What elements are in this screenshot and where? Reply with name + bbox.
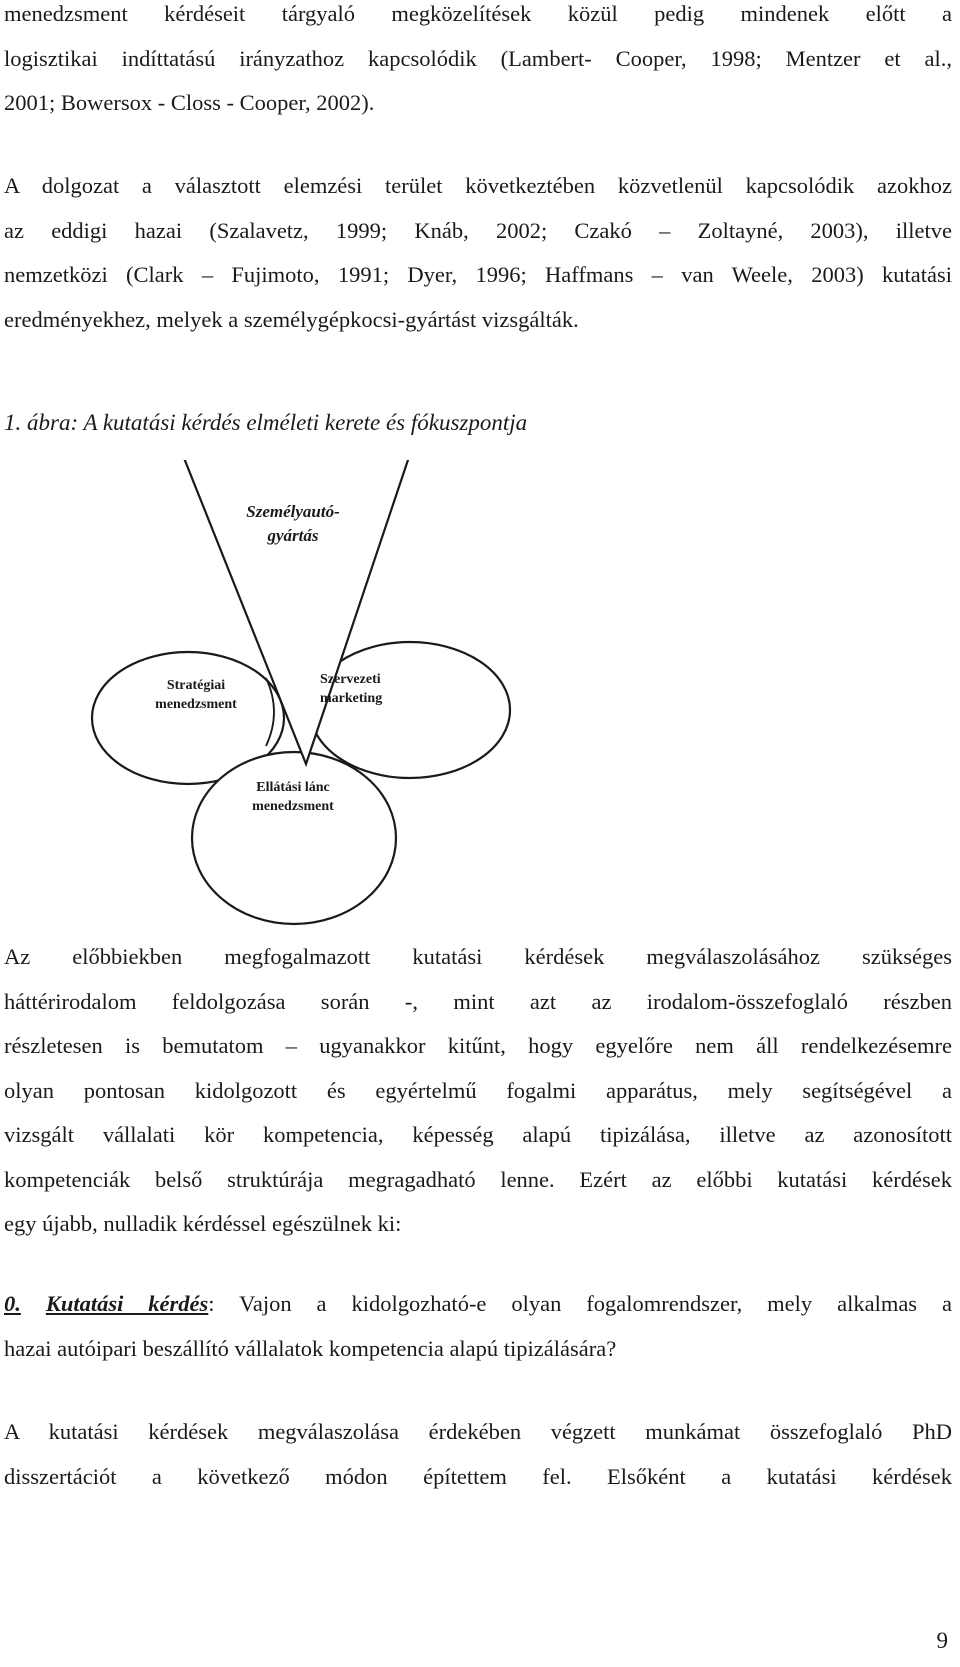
text-line: A kutatási kérdések megválaszolása érdekében végzett munkámat összefoglaló PhD: [4, 1419, 952, 1444]
research-question-line: hazai autóipari beszállító vállalatok kompetencia alapú tipizálására?: [4, 1335, 617, 1361]
text-line: Az előbbiekben megfogalmazott kutatási kérdések megválaszolásához szükséges: [4, 944, 952, 969]
right-ellipse-label: [320, 670, 420, 708]
second-paragraph: [4, 164, 952, 342]
third-paragraph: [4, 935, 952, 1247]
text-line: háttérirodalom feldolgozása során -, mint azt az irodalom-összefoglaló részben: [4, 988, 952, 1014]
question-title: Kutatási kérdés: [45, 1291, 209, 1316]
text-line: olyan pontosan kidolgozott és egyértelmű fogalmi apparátus, mely segítségével a: [4, 1077, 952, 1103]
text-line: egy újabb, nulladik kérdéssel egészülnek ki:: [4, 1211, 402, 1236]
bottom-circle-label-line: Ellátási lánc: [256, 780, 330, 795]
text-line: 2001; Bowersox - Closs - Cooper, 2002).: [4, 90, 375, 115]
left-ellipse-label: [146, 676, 246, 714]
bottom-circle-label-line: menedzsment: [252, 799, 334, 814]
text-line: kompetenciák belső struktúrája megragadható lenne. Ezért az előbbi kutatási kérdések: [4, 1166, 952, 1192]
research-question-line: [4, 1282, 952, 1327]
question-text: : Vajon a kidolgozható-e olyan fogalomrendszer, mely alkalmas a: [208, 1291, 952, 1316]
diagram-svg: [0, 460, 960, 930]
bottom-circle-label: [238, 778, 348, 816]
intro-paragraph: [4, 0, 952, 126]
text-line: részletesen is bemutatom – ugyanakkor kitűnt, hogy egyelőre nem áll rendelkezésemre: [4, 1033, 952, 1058]
text-line: logisztikai indíttatású irányzathoz kapcsolódik (Lambert- Cooper, 1998; Mentzer et al.,: [4, 45, 952, 71]
figure-caption: 1. ábra: A kutatási kérdés elméleti kerete és fókuszpontja: [4, 410, 528, 435]
research-question: [4, 1282, 952, 1371]
page-number: 9: [936, 1628, 948, 1653]
text-line: disszertációt a következő módon építettem fel. Elsőként a kutatási kérdések: [4, 1463, 952, 1489]
text-line: nemzetközi (Clark – Fujimoto, 1991; Dyer, 1996; Haffmans – van Weele, 2003) kutatási: [4, 262, 952, 287]
text-line: A dolgozat a választott elemzési terület következtében közvetlenül kapcsolódik azokhoz: [4, 173, 952, 198]
triangle-label: [238, 500, 348, 548]
text-line: vizsgált vállalati kör kompetencia, képesség alapú tipizálása, illetve az azonosított: [4, 1122, 952, 1147]
text-line: eredményekhez, melyek a személygépkocsi-gyártást vizsgálták.: [4, 306, 579, 332]
figure-diagram: [0, 460, 960, 930]
text-line: menedzsment kérdéseit tárgyaló megközelítések közül pedig mindenek előtt a: [4, 1, 952, 26]
left-ellipse-label-line: Stratégiai: [166, 678, 226, 693]
triangle-label-line: Személyautó-: [246, 502, 340, 521]
right-ellipse-label-line: Szervezeti: [320, 672, 381, 687]
right-ellipse-label-line: marketing: [320, 691, 383, 706]
final-paragraph: [4, 1410, 952, 1499]
left-ellipse-label-line: menedzsment: [155, 697, 237, 712]
triangle-label-line: gyártás: [267, 526, 319, 545]
text-line: az eddigi hazai (Szalavetz, 1999; Knáb, 2002; Czakó – Zoltayné, 2003), illetve: [4, 217, 952, 243]
question-number: 0.: [4, 1291, 21, 1316]
